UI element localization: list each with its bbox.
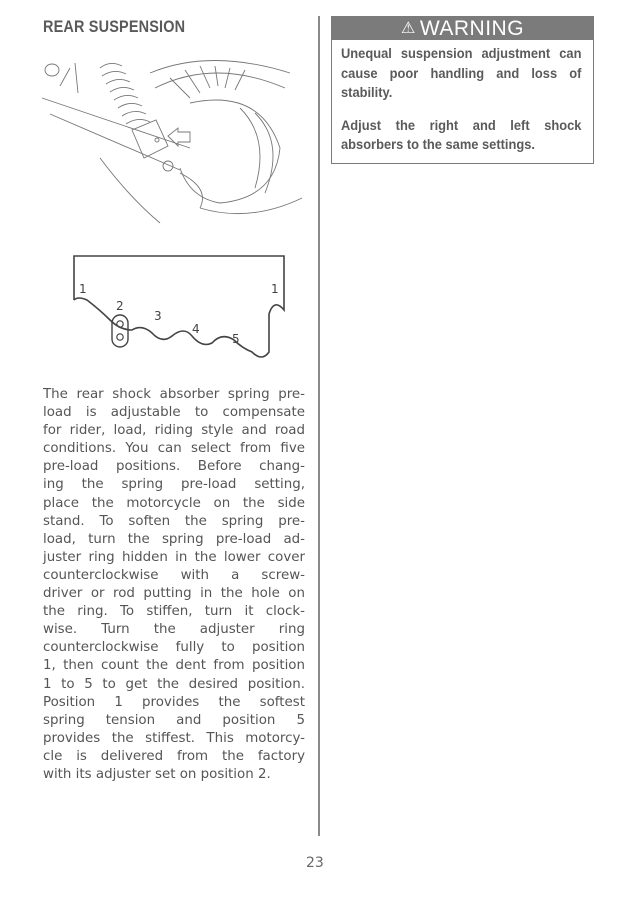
body-line: load, turn the spring pre-load ad-	[43, 531, 305, 547]
body-line: stand. To soften the spring pre-	[43, 513, 305, 529]
body-line: load is adjustable to compensate	[43, 405, 305, 421]
warning-heading: ⚠ WARNING	[332, 17, 593, 40]
warning-body	[332, 40, 593, 155]
callout-arrow	[168, 128, 190, 146]
adjuster-profile	[74, 256, 284, 357]
body-line: the ring. To stiffen, turn it clock-	[43, 604, 305, 620]
diagram-label: 4	[192, 322, 200, 336]
body-line: driver or rod putting in the hole on	[43, 586, 305, 602]
diagram-label: 1	[79, 282, 87, 296]
hub-cover	[180, 100, 280, 203]
diagram-label: 2	[116, 299, 124, 313]
warning-paragraph-1: Unequal suspension adjustment can cause poor handling and loss of stability.	[341, 45, 582, 100]
body-line: juster ring hidden in the lower cover	[43, 549, 305, 565]
body-line: 1 to 5 to get the desired position.	[43, 676, 305, 692]
wheel-rim	[150, 61, 290, 89]
body-line: conditions. You can select from five	[43, 441, 305, 457]
body-line: spring tension and position 5	[43, 712, 305, 728]
diagram-label: 3	[154, 309, 162, 323]
body-line: Position 1 provides the softest	[43, 694, 305, 710]
body-line: The rear shock absorber spring pre-	[43, 387, 305, 402]
section-title: REAR SUSPENSION	[43, 17, 186, 36]
body-line: provides the stiffest. This motorcy-	[43, 730, 305, 746]
page-number: 23	[306, 855, 324, 871]
swingarm	[42, 63, 190, 170]
body-line: 1, then count the dent from position	[43, 658, 305, 674]
wheel-spokes	[170, 66, 245, 98]
diagram-label: 1	[271, 282, 279, 296]
pivot-bolt	[45, 64, 59, 76]
spring-coils	[100, 63, 150, 124]
preload-positions-diagram	[62, 248, 292, 364]
body-line: for rider, load, riding style and road	[43, 423, 305, 439]
body-line: wise. Turn the adjuster ring	[43, 622, 305, 638]
diagram-label: 5	[232, 332, 240, 346]
warning-box	[331, 16, 594, 164]
body-line: counterclockwise with a screw-	[43, 567, 305, 583]
body-line: ing the spring pre-load setting,	[43, 477, 305, 493]
body-line: place the motorcycle on the side	[43, 495, 305, 511]
warning-triangle-icon: ⚠	[400, 20, 416, 37]
column-divider	[318, 16, 320, 836]
body-line: counterclockwise fully to position	[43, 640, 305, 656]
body-paragraph	[43, 386, 305, 784]
body-line: cle is delivered from the factory	[43, 748, 305, 764]
warning-paragraph-2: Adjust the right and left shock absorbers to the same settings.	[341, 116, 582, 152]
adjuster-tab	[112, 315, 128, 347]
body-line: pre-load positions. Before chang-	[43, 459, 305, 475]
rear-shock-illustration	[40, 48, 310, 238]
body-line: with its adjuster set on position 2.	[43, 766, 271, 782]
